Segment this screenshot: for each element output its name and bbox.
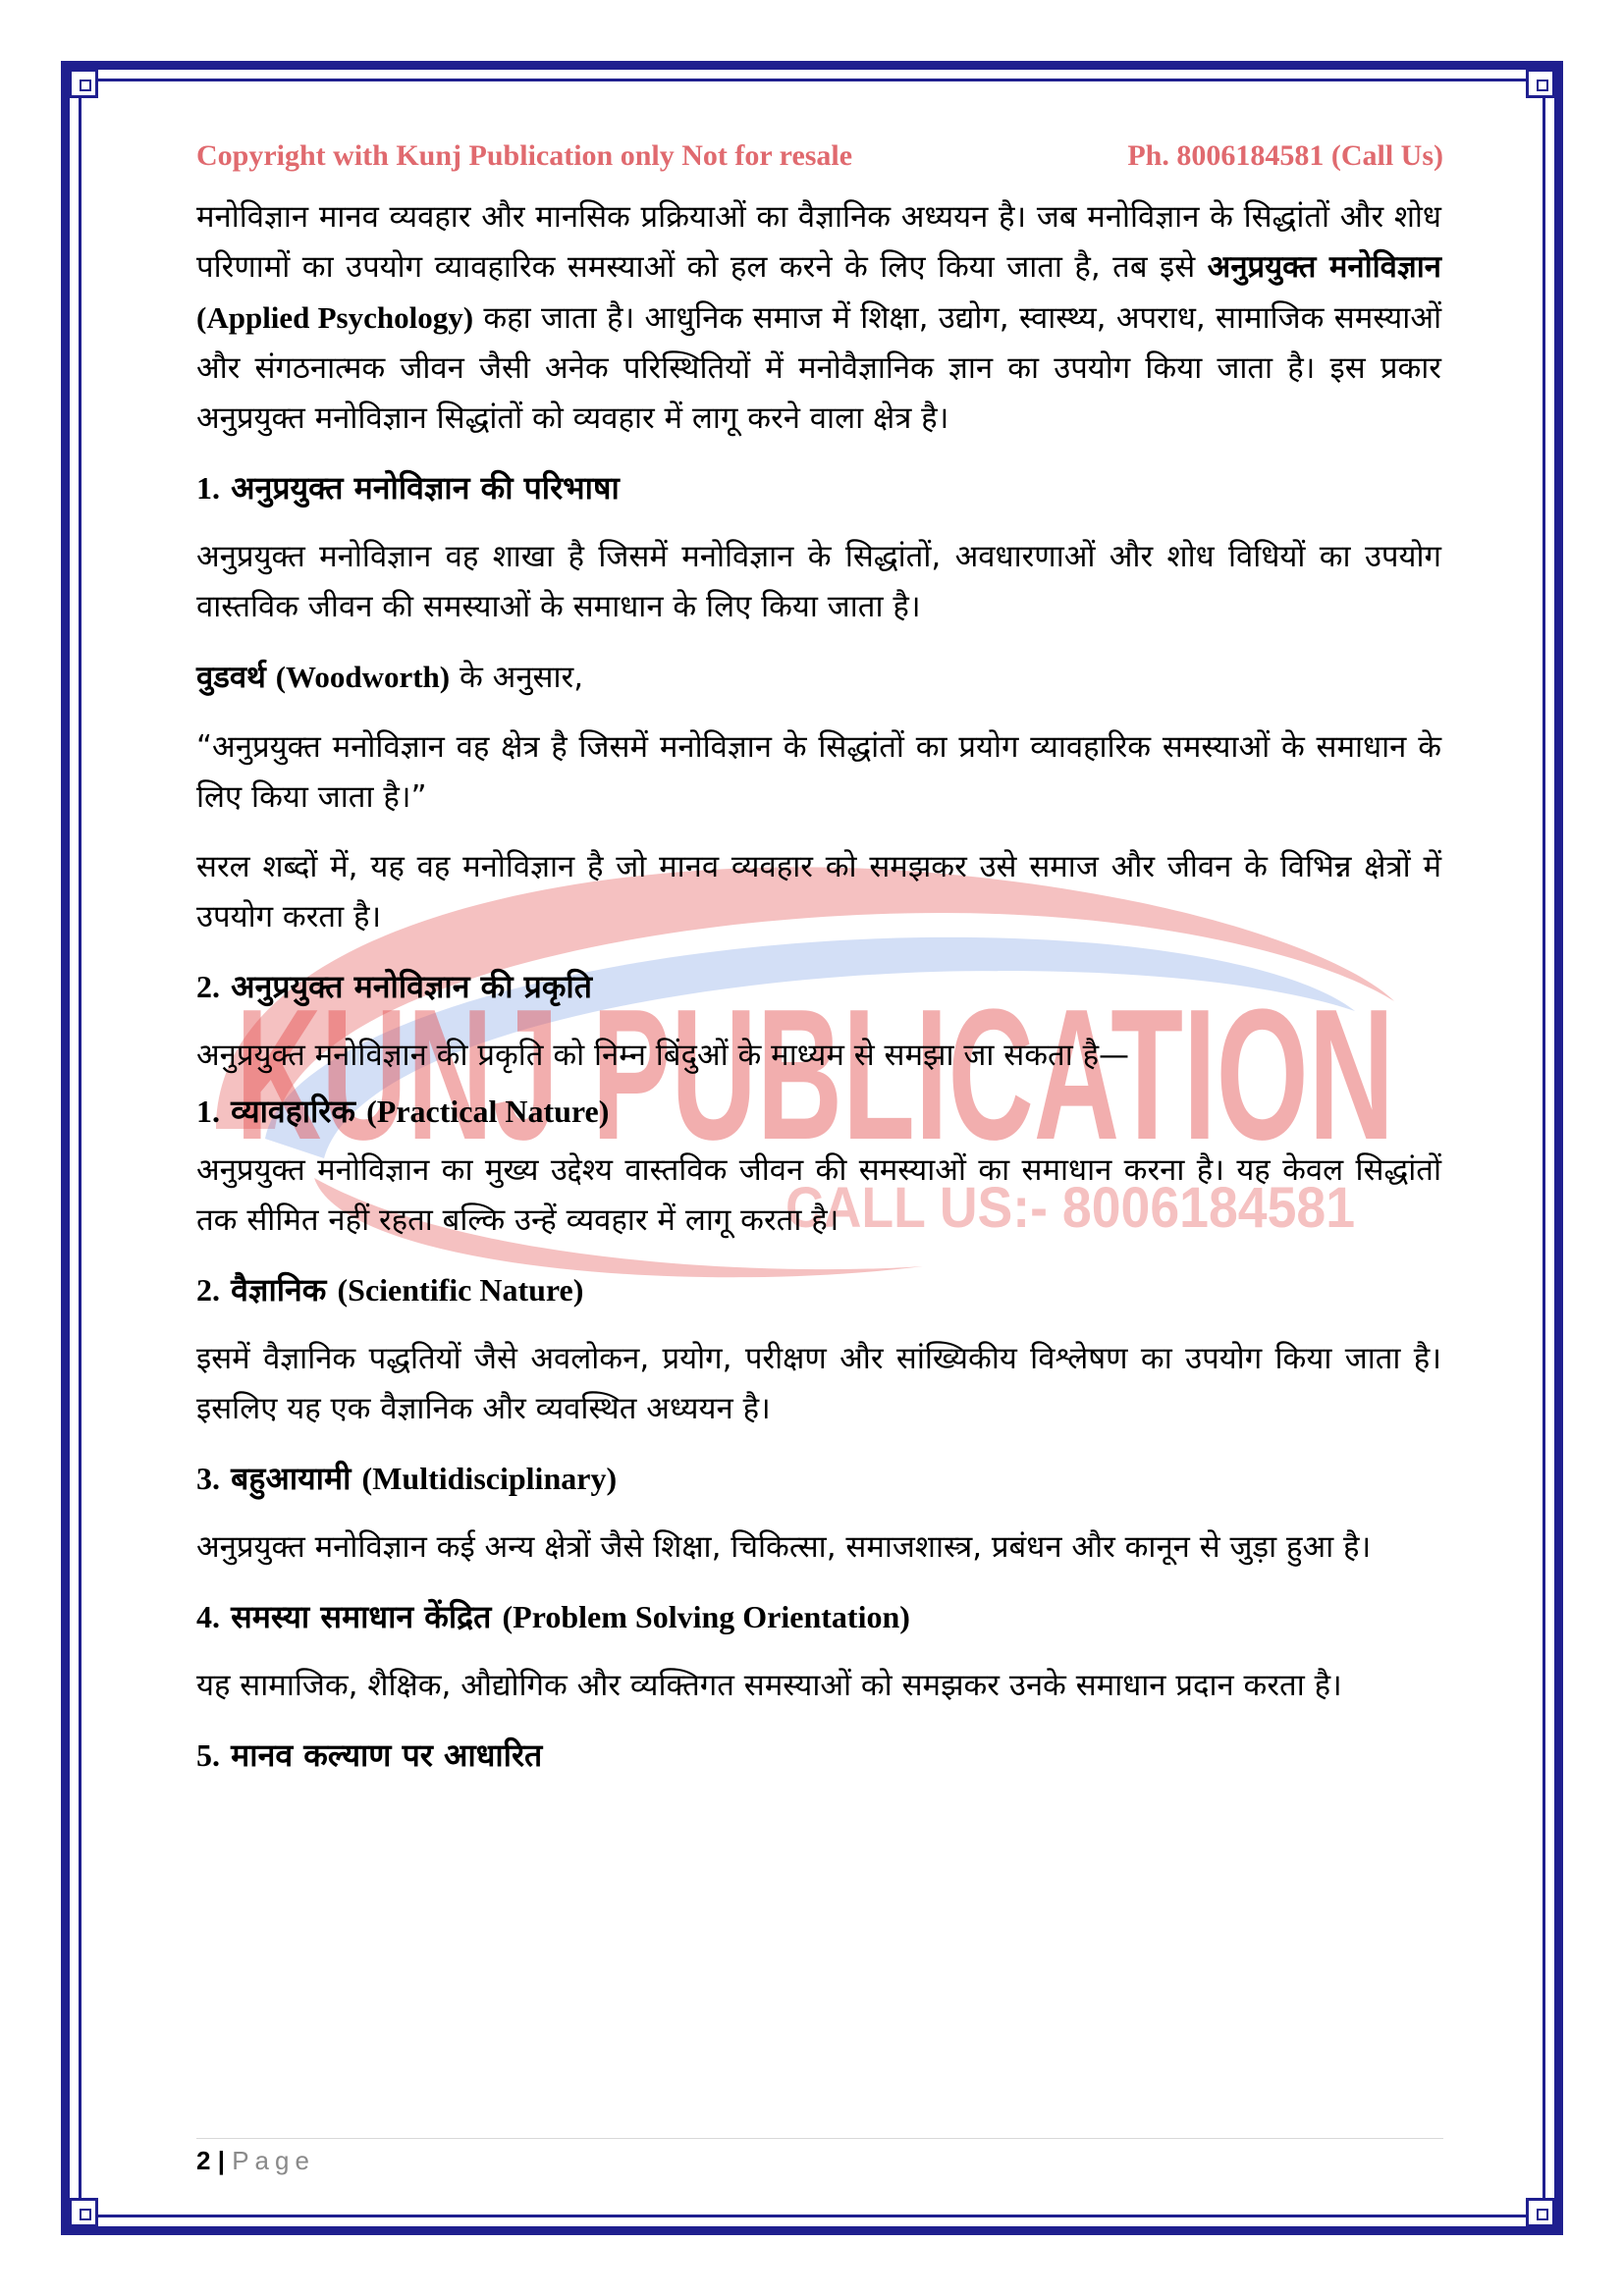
definition-paragraph: अनुप्रयुक्त मनोविज्ञान वह शाखा है जिसमें मनोविज्ञान के सिद्धांतों, अवधारणाओं और शोध विधियों का उपयोग वास्तविक जीवन की समस्याओं के समाधान के लिए किया जाता है। bbox=[196, 539, 1441, 624]
applied-psychology-term: अनुप्रयुक्त मनोविज्ञान bbox=[1207, 249, 1441, 285]
summary-paragraph: सरल शब्दों में, यह वह मनोविज्ञान है जो मानव व्यवहार को समझकर उसे समाज और जीवन के विभिन्न क्षेत्रों में उपयोग करता है। bbox=[196, 849, 1441, 934]
phone-notice: Ph. 8006184581 (Call Us) bbox=[1127, 139, 1443, 172]
corner-ornament bbox=[69, 69, 98, 98]
page-content bbox=[196, 192, 1441, 1799]
author-name-english: (Woodworth) bbox=[275, 660, 451, 694]
footer-divider bbox=[196, 2138, 1443, 2139]
point-1-heading: 1. व्यावहारिक (Practical Nature) bbox=[196, 1093, 610, 1130]
intro-paragraph: मनोविज्ञान मानव व्यवहार और मानसिक प्रक्रियाओं का वैज्ञानिक अध्ययन है। जब मनोविज्ञान के सिद्धांतों और शोध परिणामों का उपयोग व्यावहारिक समस्याओं को हल करने के लिए किया जाता है, तब इसे अनुप्रयुक्त मनोविज्ञान (Applied Psychology) कहा जाता है। आधुनिक समाज में शिक्षा, उद्योग, स्वास्थ्य, अपराध, सामाजिक समस्याओं और संगठनात्मक जीवन जैसी अनेक परिस्थितियों में मनोवैज्ञानिक ज्ञान का उपयोग किया जाता है। इस प्रकार अनुप्रयुक्त मनोविज्ञान सिद्धांतों को व्यवहार में लागू करने वाला क्षेत्र है। bbox=[196, 199, 1441, 436]
point-3-text: अनुप्रयुक्त मनोविज्ञान कई अन्य क्षेत्रों जैसे शिक्षा, चिकित्सा, समाजशास्त्र, प्रबंधन और कानून से जुड़ा हुआ है। bbox=[196, 1529, 1372, 1565]
corner-ornament bbox=[69, 2198, 98, 2227]
point-2-text: इसमें वैज्ञानिक पद्धतियों जैसे अवलोकन, प्रयोग, परीक्षण और सांख्यिकीय विश्लेषण का उपयोग किया जाता है। इसलिए यह एक वैज्ञानिक और व्यवस्थित अध्ययन है। bbox=[196, 1341, 1441, 1426]
copyright-notice: Copyright with Kunj Publication only Not for resale bbox=[196, 139, 853, 172]
watermark-phone-text: CALL US:- 8006184581 bbox=[785, 1176, 1355, 1240]
page-separator: | bbox=[217, 2146, 225, 2175]
point-1-text: अनुप्रयुक्त मनोविज्ञान का मुख्य उद्देश्य वास्तविक जीवन की समस्याओं का समाधान करना है। यह केवल सिद्धांतों तक सीमित नहीं रहता बल्कि उन्हें व्यवहार में लागू करता है। bbox=[196, 1152, 1441, 1238]
page-word: Page bbox=[232, 2146, 315, 2175]
point-4-heading: 4. समस्या समाधान केंद्रित (Problem Solving Orientation) bbox=[196, 1598, 910, 1635]
point-4-text: यह सामाजिक, शैक्षिक, औद्योगिक और व्यक्तिगत समस्याओं को समझकर उनके समाधान प्रदान करता है। bbox=[196, 1668, 1342, 1703]
corner-ornament bbox=[1526, 2198, 1555, 2227]
watermark-brand-text: KUNJ PUBLICATION bbox=[236, 971, 1394, 1179]
point-5-heading: 5. मानव कल्याण पर आधारित bbox=[196, 1736, 543, 1774]
author-line: वुडवर्थ (Woodworth) के अनुसार, bbox=[196, 660, 584, 695]
woodworth-quote: “अनुप्रयुक्त मनोविज्ञान वह क्षेत्र है जिसमें मनोविज्ञान के सिद्धांतों का प्रयोग व्यावहारिक समस्याओं के समाधान के लिए किया जाता है।” bbox=[196, 729, 1441, 815]
corner-ornament bbox=[1526, 69, 1555, 98]
section-1-heading: 1. अनुप्रयुक्त मनोविज्ञान की परिभाषा bbox=[196, 469, 620, 507]
section-2-title: अनुप्रयुक्त मनोविज्ञान की प्रकृति bbox=[231, 968, 592, 1005]
section-2-heading: 2. अनुप्रयुक्त मनोविज्ञान की प्रकृति bbox=[196, 968, 592, 1005]
nature-intro: अनुप्रयुक्त मनोविज्ञान की प्रकृति को निम्न बिंदुओं के माध्यम से समझा जा सकता है— bbox=[196, 1038, 1130, 1073]
page-footer bbox=[196, 2146, 315, 2176]
author-name: वुडवर्थ bbox=[196, 660, 266, 695]
point-3-heading: 3. बहुआयामी (Multidisciplinary) bbox=[196, 1460, 618, 1497]
point-2-heading: 2. वैज्ञानिक (Scientific Nature) bbox=[196, 1271, 584, 1308]
page-number: 2 bbox=[196, 2146, 211, 2175]
copyright-header bbox=[196, 139, 1443, 173]
applied-psychology-english: (Applied Psychology) bbox=[196, 300, 474, 335]
section-1-title: अनुप्रयुक्त मनोविज्ञान की परिभाषा bbox=[231, 469, 620, 507]
